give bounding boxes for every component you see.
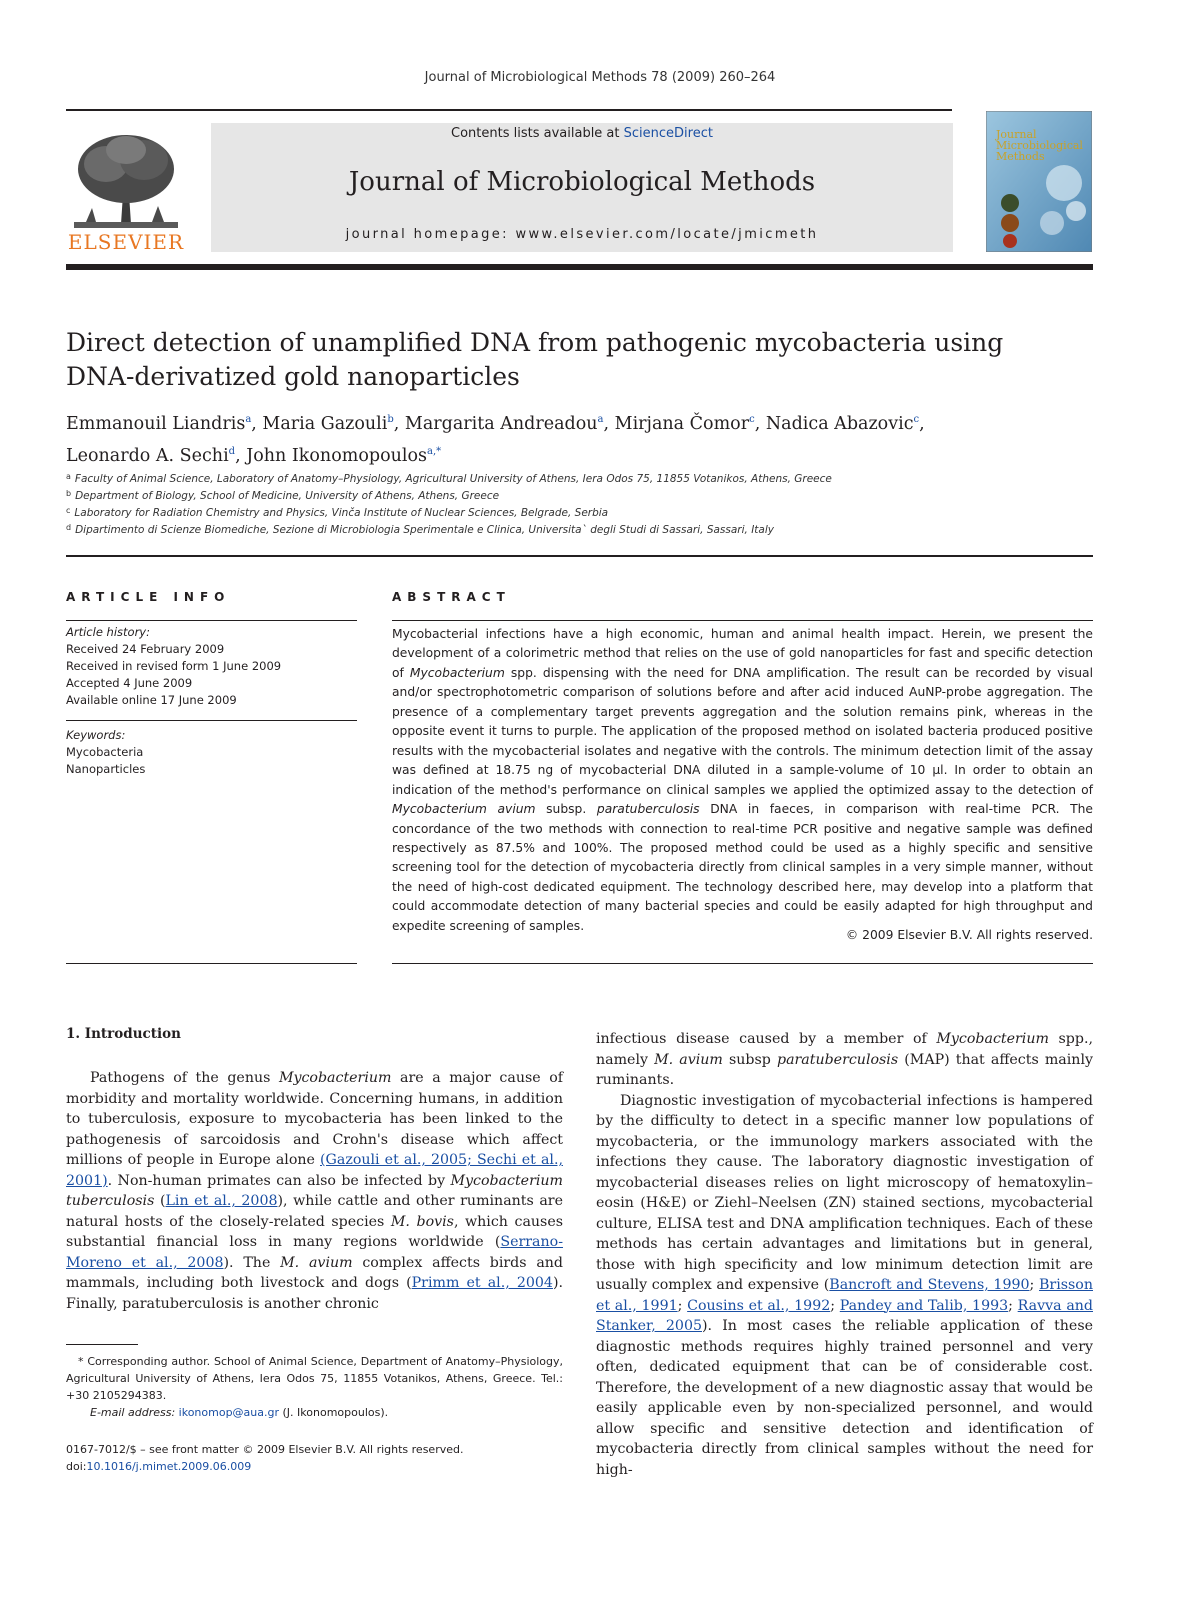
author-affiliation-mark[interactable]: b — [387, 414, 394, 425]
intro-paragraph-2: Diagnostic investigation of mycobacterial infections is hampered by the difficulty to detect in a specific manner low populations of mycobacteria, or the immunology markers associated with the infections they cause. The laboratory diagnostic investigation of mycobacterial diseases relies on light microscopy of hematoxylin–eosin (H&E) or Ziehl–Neelsen (ZN) stained sections, mycobacterial culture, ELISA test and DNA amplification techniques. Each of these methods has certain advantages and limitations but in general, those with high specificity and low minimum detection limit are usually complex and expensive (Bancroft and Stevens, 1990; Brisson et al., 1991; Cousins et al., 1992; Pandey and Talib, 1993; Ravva and Stanker, 2005). In most cases the reliable application of these diagnostic methods requires highly trained personnel and very often, dedicated equipment that can be of considerable cost. Therefore, the development of a new diagnostic assay that would be easily applicable even by non-specialized personnel, and would allow specific and sensitive detection and identification of mycobacteria directly from clinical samples without the need for high- — [596, 1092, 1094, 1478]
citation-link[interactable]: (Gazouli et al., 2005; Sechi et al., 2001) — [66, 1152, 563, 1189]
cover-title-line2: Microbiological — [996, 139, 1083, 152]
article-info-heading: ARTICLE INFO — [66, 590, 231, 604]
cover-title-line1: Journal — [996, 128, 1037, 141]
keyword-item: Mycobacteria — [66, 745, 144, 759]
author-affiliation-mark[interactable]: a — [597, 414, 604, 425]
author-name[interactable]: Emmanouil Liandris — [66, 414, 246, 434]
intro-paragraph-1-continued: infectious disease caused by a member of Mycobacterium spp., namely M. avium subsp paratuberculosis (MAP) that affects mainly ruminants. — [596, 1031, 1093, 1088]
affiliation-d: $^d$ Dipartimento di Scienze Biomediche, Sezione di Microbiologia Sperimentale e Clinica, Universita` degli Studi di Sassari, Sassari, Italy — [66, 523, 774, 536]
header-thick-rule — [66, 264, 1093, 270]
abstract-heading: ABSTRACT — [392, 590, 511, 604]
elsevier-logo[interactable] — [66, 124, 186, 254]
author-list: Emmanouil Liandris$^a$, Maria Gazouli$^b$, Margarita Andreadou$^a$, Mirjana Čomor$^c$, Nadica Abazovic$^c$, Leonardo A. Sechi$^d$, John Ikonomopoulos$^{a,*}$ — [66, 414, 925, 466]
citation-link[interactable]: Lin et al., 2008 — [165, 1193, 278, 1209]
author-name[interactable]: John Ikonomopoulos — [246, 446, 427, 466]
contents-line — [211, 126, 953, 141]
cover-title — [996, 129, 1088, 162]
issn-line: 0167-7012/$ – see front matter © 2009 Elsevier B.V. All rights reserved. — [66, 1443, 464, 1456]
article-history-label: Article history: — [66, 625, 150, 639]
journal-banner — [211, 123, 953, 252]
corresponding-author-mark[interactable]: * — [436, 446, 442, 457]
sciencedirect-link[interactable]: ScienceDirect — [623, 126, 713, 141]
running-head: Journal of Microbiological Methods 78 (2009) 260–264 — [424, 70, 776, 85]
body-column-left — [66, 1068, 563, 1314]
abstract-copyright: © 2009 Elsevier B.V. All rights reserved. — [845, 928, 1093, 942]
citation-link[interactable]: Cousins et al., 1992 — [687, 1297, 831, 1314]
doi-link[interactable]: 10.1016/j.mimet.2009.06.009 — [86, 1460, 252, 1473]
author-name[interactable]: Leonardo A. Sechi — [66, 446, 229, 466]
journal-homepage — [211, 227, 953, 242]
online-date: Available online 17 June 2009 — [66, 693, 237, 707]
body-column-right — [596, 1029, 1093, 1480]
corresponding-author-footnote: * Corresponding author. School of Animal Science, Department of Anatomy–Physiology, Agricultural University of Athens, Iera Odos 75, 11855 Votanikos, Athens, Greece. Tel.: +30 2105294383. E-mail address: ikonomop@aua.gr (J. Ikonomopoulos). — [66, 1355, 563, 1419]
author-affiliation-mark[interactable]: a — [245, 414, 252, 425]
article-info-rule-top — [66, 620, 357, 621]
doi-line: doi:10.1016/j.mimet.2009.06.009 — [66, 1460, 252, 1473]
footnote-rule — [66, 1344, 138, 1345]
author-affiliation-mark[interactable]: c — [749, 414, 755, 425]
homepage-url-link[interactable]: www.elsevier.com/locate/jmicmeth — [515, 227, 819, 242]
citation-link[interactable]: Pandey and Talib, 1993 — [839, 1297, 1009, 1314]
citation-link[interactable]: Primm et al., 2004 — [411, 1275, 553, 1291]
title-line1: Direct detection of unamplified DNA from pathogenic mycobacteria using — [66, 328, 1004, 357]
article-info-rule-mid — [66, 720, 357, 721]
cover-title-line3: Methods — [996, 150, 1045, 163]
citation-link[interactable]: Ravva and Stanker, 2005 — [596, 1297, 1093, 1334]
intro-paragraph-1: Pathogens of the genus Mycobacterium are a major cause of morbidity and mortality worldwide. Concerning humans, in addition to tuberculosis, exposure to mycobacteria has been linked to the pathogenesis of sarcoidosis and Crohn's disease which affect millions of people in Europe alone (Gazouli et al., 2005; Sechi et al., 2001). Non-human primates can also be infected by Mycobacterium tuberculosis (Lin et al., 2008), while cattle and other ruminants are natural hosts of the closely-related species M. bovis, which causes substantial financial loss in many regions worldwide (Serrano-Moreno et al., 2008). The M. avium complex affects birds and mammals, including both livestock and dogs (Primm et al., 2004). Finally, paratuberculosis is another chronic — [66, 1070, 563, 1312]
citation-link[interactable]: Brisson et al., 1991 — [596, 1277, 1093, 1314]
email-link[interactable]: ikonomop@aua.gr — [178, 1406, 280, 1419]
revised-date: Received in revised form 1 June 2009 — [66, 659, 282, 673]
author-name[interactable]: Maria Gazouli — [262, 414, 388, 434]
accepted-date: Accepted 4 June 2009 — [66, 676, 193, 690]
footnote-mark: * — [78, 1355, 84, 1368]
author-affiliation-mark[interactable]: c — [913, 414, 920, 425]
top-rule — [66, 109, 952, 111]
journal-name: Journal of Microbiological Methods — [348, 167, 816, 197]
author-name[interactable]: Margarita Andreadou — [404, 414, 598, 434]
front-matter — [66, 1441, 666, 1475]
keywords-label: Keywords: — [66, 728, 126, 742]
author-affiliation-mark[interactable]: d — [228, 446, 236, 457]
citation-link[interactable]: Bancroft and Stevens, 1990 — [829, 1277, 1030, 1293]
homepage-prefix: journal homepage: — [345, 227, 516, 242]
keyword-item: Nanoparticles — [66, 762, 146, 776]
section-heading-introduction: 1. Introduction — [66, 1026, 181, 1042]
article-title — [66, 326, 1066, 394]
elsevier-wordmark: ELSEVIER — [67, 230, 185, 254]
title-line2: DNA-derivatized gold nanoparticles — [66, 362, 520, 391]
journal-cover[interactable] — [986, 111, 1092, 252]
author-name[interactable]: Nadica Abazovic — [765, 414, 914, 434]
received-date: Received 24 February 2009 — [66, 642, 225, 656]
affiliation-a: $^a$ Faculty of Animal Science, Laboratory of Anatomy–Physiology, Agricultural University of Athens, Iera Odos 75, 11855 Votanikos, Athens, Greece — [66, 472, 832, 485]
affiliation-c: $^c$ Laboratory for Radiation Chemistry and Physics, Vinča Institute of Nuclear Sciences, Belgrade, Serbia — [66, 506, 609, 519]
abstract-body: Mycobacterial infections have a high economic, human and animal health impact. Herein, we present the development of a colorimetric method that relies on the use of gold nanoparticles for fast and specific detection of Mycobacterium spp. dispensing with the need for DNA amplification. The result can be recorded by visual and/or spectrophotometric comparison of solutions before and after acid induced AuNP-probe aggregation. The presence of a complementary target prevents aggregation and the solution remains pink, whereas in the opposite event it turns to purple. The application of the proposed method on isolated bacteria produced positive results with the mycobacterial isolates and negative with the controls. The minimum detection limit of the assay was defined at 18.75 ng of mycobacterial DNA diluted in a sample-volume of 10 μl. In order to obtain an indication of the method's performance on clinical samples we applied the optimized assay to the detection of Mycobacterium avium subsp. paratuberculosis DNA in faeces, in comparison with real-time PCR. The concordance of the two methods with connection to real-time PCR positive and negative sample was defined respectively as 87.5% and 100%. The proposed method could be used as a highly specific and sensitive screening tool for the detection of mycobacteria directly from clinical samples in a very simple manner, without the need of high-cost dedicated equipment. The technology described here, may develop into a platform that could accommodate detection of many bacterial species and could be easily adapted for high throughput and expedite screening of samples. — [392, 627, 1093, 933]
abstract-rule-top — [392, 620, 1093, 621]
affiliation-b: $^b$ Department of Biology, School of Medicine, University of Athens, Athens, Greece — [66, 489, 500, 502]
author-affiliation-mark[interactable]: a, — [427, 446, 437, 457]
citation-link[interactable]: Serrano-Moreno et al., 2008 — [66, 1234, 563, 1271]
email-label: E-mail address: — [90, 1406, 176, 1419]
contents-prefix: Contents lists available at — [451, 126, 624, 141]
author-name[interactable]: Mirjana Čomor — [614, 414, 750, 434]
article-info-rule-bottom — [66, 963, 357, 964]
affiliations-rule — [66, 555, 1093, 557]
abstract-rule-bottom — [392, 963, 1093, 964]
